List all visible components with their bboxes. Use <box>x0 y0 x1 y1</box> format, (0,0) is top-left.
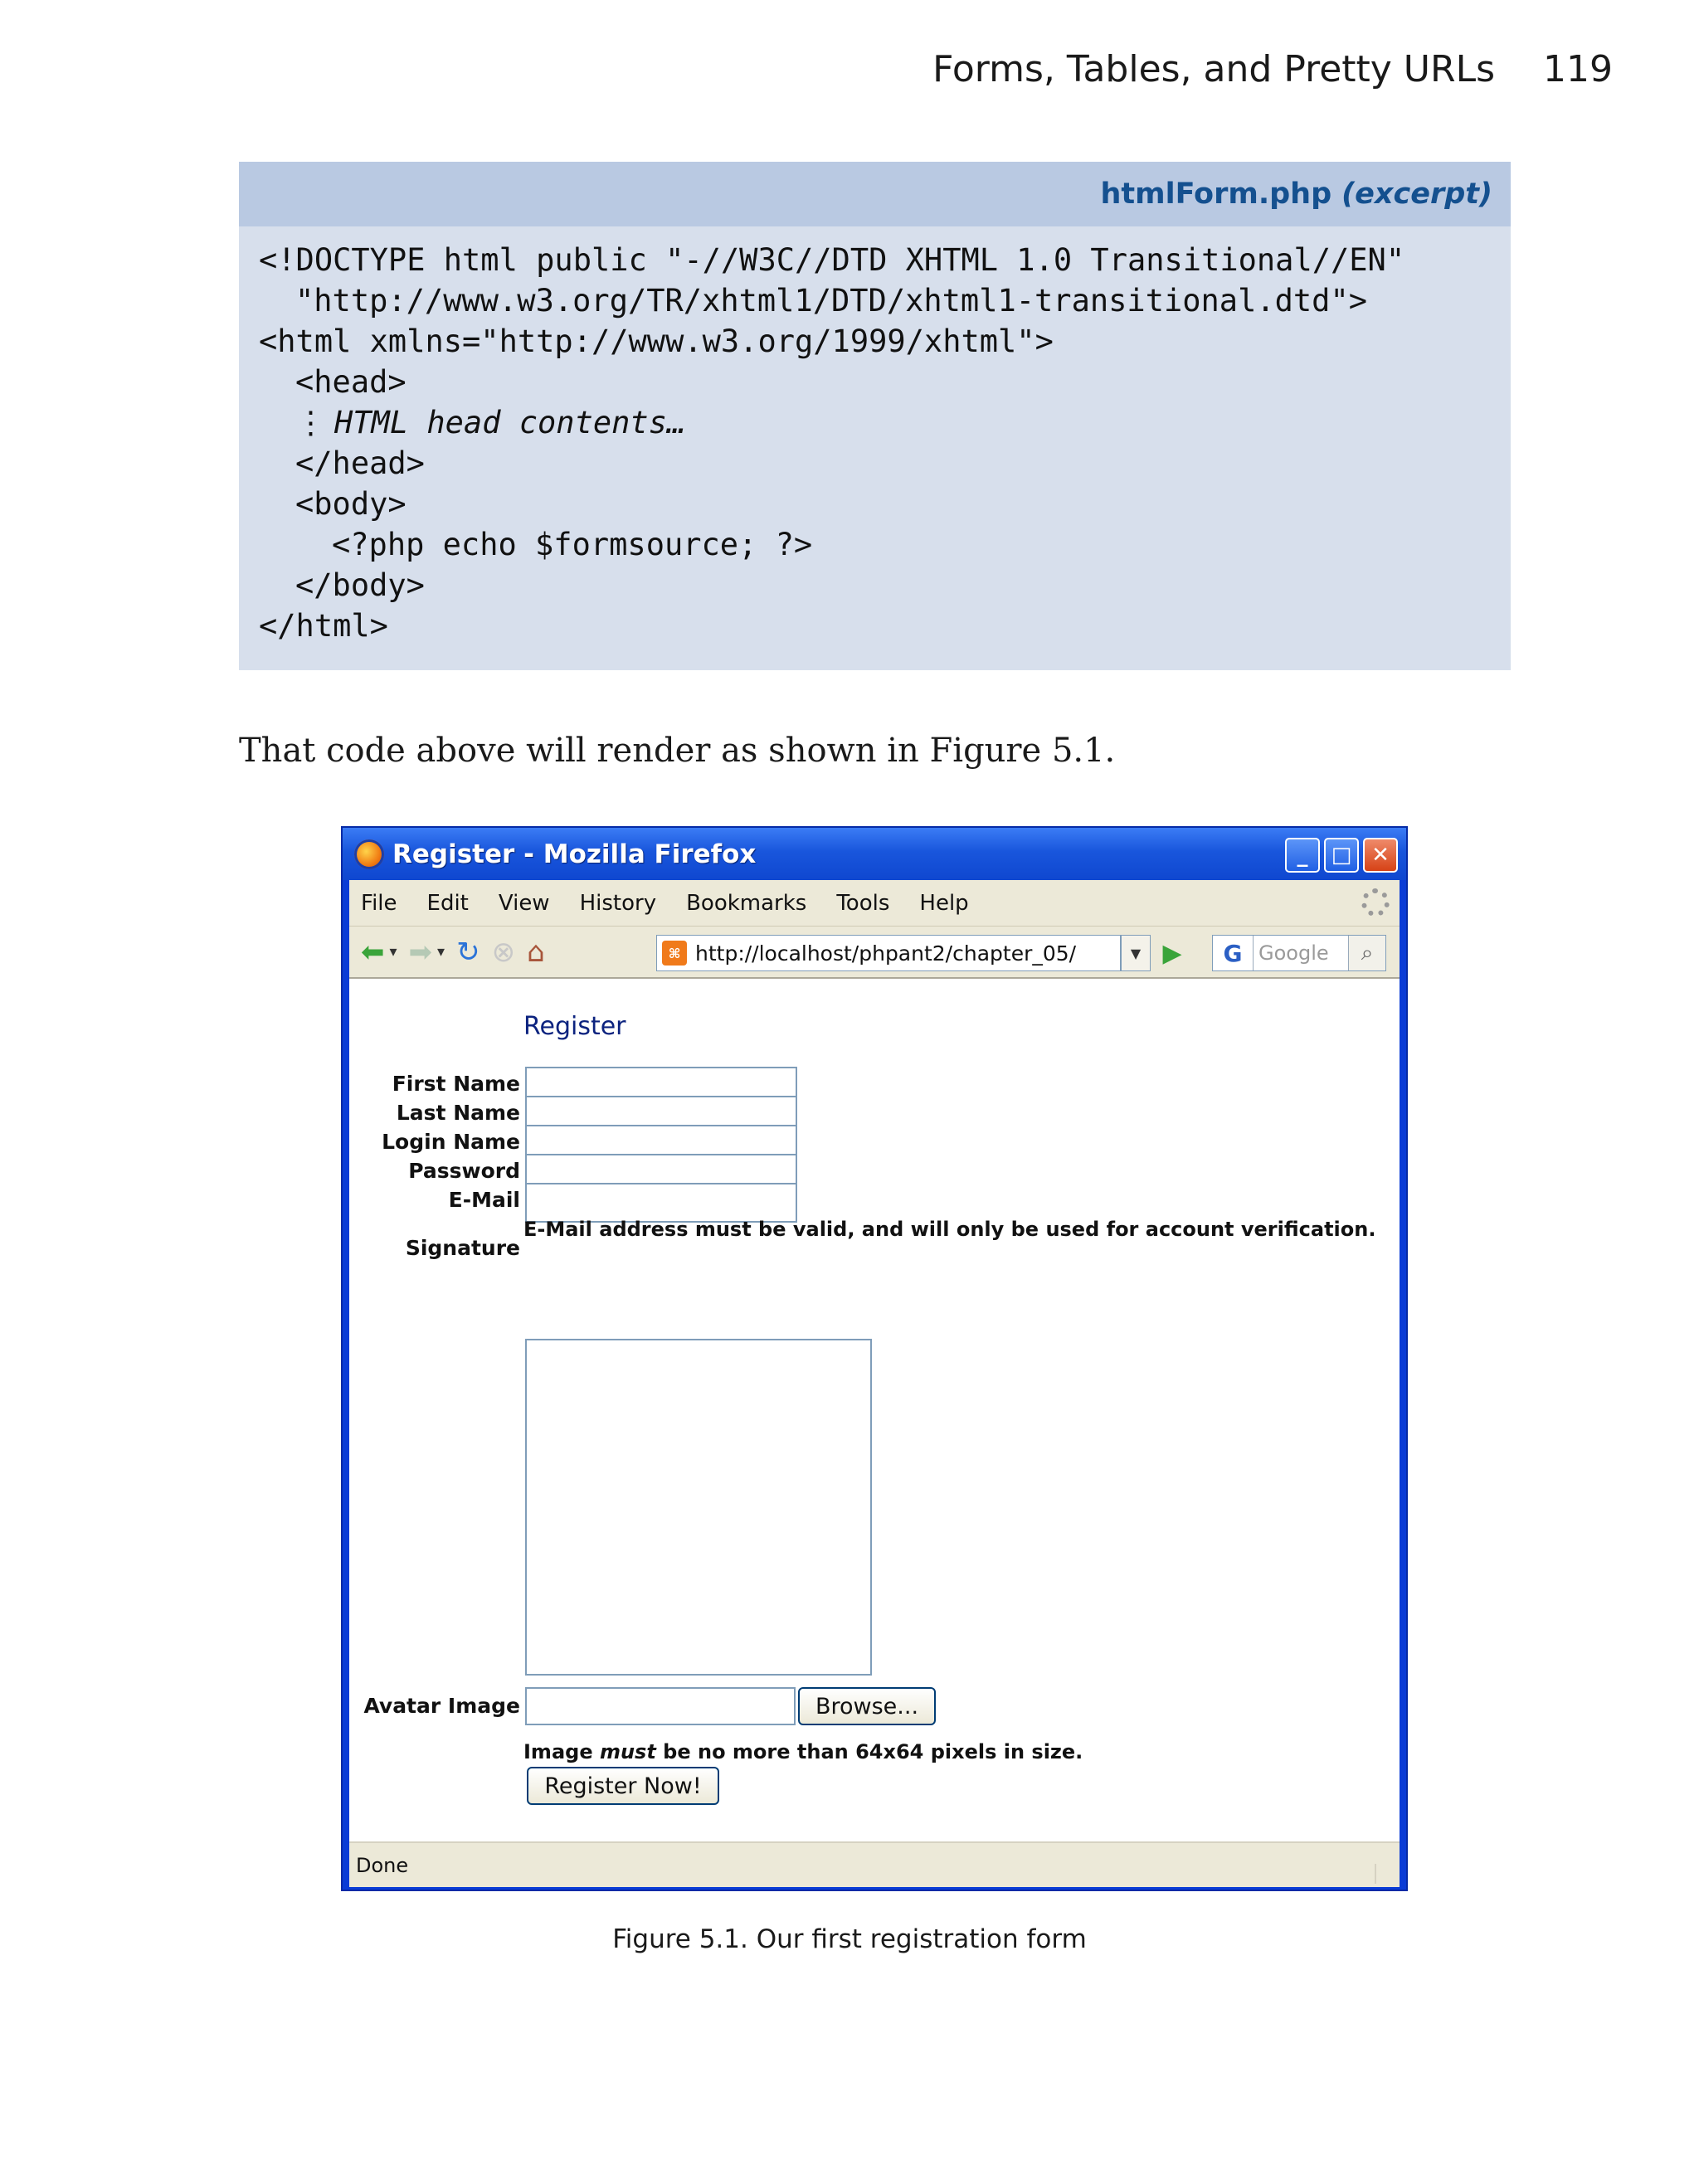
email-help-text: E-Mail address must be valid, and will only be used for account verification. <box>523 1218 1376 1241</box>
go-arrow-icon[interactable]: ▶ <box>1162 938 1182 968</box>
code-line: </head> <box>295 445 425 481</box>
back-arrow-icon[interactable]: ⬅ <box>361 936 385 969</box>
browser-chrome <box>349 880 1400 1887</box>
status-bar <box>349 1841 1400 1887</box>
status-text: Done <box>356 1853 409 1877</box>
code-listing-title-bar <box>239 162 1511 226</box>
menu-view[interactable]: View <box>498 890 550 916</box>
address-bar-url: http://localhost/phpant2/chapter_05/ <box>695 941 1077 966</box>
code-excerpt-note: (excerpt) <box>1341 178 1492 211</box>
code-line: </body> <box>295 567 425 603</box>
code-line: <!DOCTYPE html public "-//W3C//DTD XHTML 1.0 Transitional//EN" <box>259 242 1405 278</box>
register-now-button[interactable]: Register Now! <box>527 1767 719 1805</box>
image-help-suffix: be no more than 64x64 pixels in size. <box>663 1740 1083 1763</box>
password-label: Password <box>408 1159 520 1183</box>
address-bar[interactable] <box>656 935 1121 971</box>
search-input[interactable]: Google <box>1258 941 1329 965</box>
menu-tools[interactable]: Tools <box>836 890 890 916</box>
stop-icon[interactable]: ⊗ <box>491 936 516 969</box>
code-line: <html xmlns="http://www.w3.org/1999/xhtml"> <box>259 323 1054 359</box>
resize-grip-icon[interactable] <box>1375 1864 1396 1884</box>
body-paragraph: That code above will render as shown in Figure 5.1. <box>239 732 1116 770</box>
firefox-logo-icon <box>354 839 384 869</box>
code-line: "http://www.w3.org/TR/xhtml1/DTD/xhtml1-transitional.dtd"> <box>295 283 1368 319</box>
throbber-icon <box>1361 888 1390 917</box>
avatar-image-label: Avatar Image <box>363 1694 520 1718</box>
menu-history[interactable]: History <box>579 890 657 916</box>
email-label: E-Mail <box>448 1188 520 1212</box>
search-engine-selector[interactable]: G <box>1213 936 1254 970</box>
code-filename: htmlForm.php <box>1100 178 1332 211</box>
form-heading: Register <box>523 1012 626 1041</box>
vertical-ellipsis-icon: ⋮ <box>295 405 326 440</box>
menu-bar <box>349 880 1400 926</box>
email-input[interactable] <box>525 1183 797 1223</box>
image-help-emphasis: must <box>599 1740 656 1763</box>
site-favicon-icon: ⌘ <box>662 941 687 966</box>
menu-edit[interactable]: Edit <box>426 890 469 916</box>
menu-help[interactable]: Help <box>919 890 969 916</box>
code-line: </html> <box>259 608 388 644</box>
window-title: Register - Mozilla Firefox <box>392 839 757 869</box>
avatar-file-input[interactable] <box>525 1687 796 1725</box>
image-help-prefix: Image <box>523 1740 593 1763</box>
code-listing <box>239 162 1511 670</box>
maximize-button[interactable]: □ <box>1324 838 1359 873</box>
page-content <box>349 977 1400 1841</box>
code-line-placeholder <box>239 402 1511 443</box>
browser-window <box>341 826 1408 1891</box>
address-dropdown-icon[interactable]: ▼ <box>1121 935 1151 971</box>
code-line: <?php echo $formsource; ?> <box>332 527 813 562</box>
menu-bookmarks[interactable]: Bookmarks <box>686 890 807 916</box>
window-controls <box>1285 838 1398 873</box>
close-button[interactable]: ✕ <box>1363 838 1398 873</box>
forward-arrow-icon[interactable]: ➡ <box>408 936 433 969</box>
page-number: 119 <box>1543 48 1613 90</box>
reload-icon[interactable]: ↻ <box>456 936 480 969</box>
back-history-dropdown-icon[interactable]: ▾ <box>389 943 397 961</box>
window-titlebar <box>343 828 1406 880</box>
first-name-label: First Name <box>392 1072 520 1096</box>
code-comment: HTML head contents… <box>334 405 686 440</box>
code-line: <body> <box>295 486 406 522</box>
browse-button[interactable]: Browse... <box>798 1687 936 1725</box>
signature-textarea[interactable] <box>525 1339 872 1676</box>
menu-file[interactable]: File <box>361 890 397 916</box>
home-icon[interactable]: ⌂ <box>527 936 545 969</box>
running-header <box>932 48 1613 90</box>
search-bar <box>1212 935 1386 971</box>
running-header-title: Forms, Tables, and Pretty URLs <box>932 48 1496 90</box>
code-line: <head> <box>295 364 406 400</box>
figure-caption: Figure 5.1. Our first registration form <box>612 1924 1087 1954</box>
magnifier-search-icon[interactable]: ⌕ <box>1348 936 1385 970</box>
code-lines <box>239 226 1511 646</box>
login-name-label: Login Name <box>382 1130 520 1154</box>
forward-history-dropdown-icon[interactable]: ▾ <box>437 943 445 961</box>
signature-label: Signature <box>405 1236 520 1260</box>
image-help-text <box>523 1740 1083 1763</box>
navigation-toolbar <box>349 926 1400 978</box>
last-name-label: Last Name <box>396 1101 520 1125</box>
minimize-button[interactable]: _ <box>1285 838 1320 873</box>
